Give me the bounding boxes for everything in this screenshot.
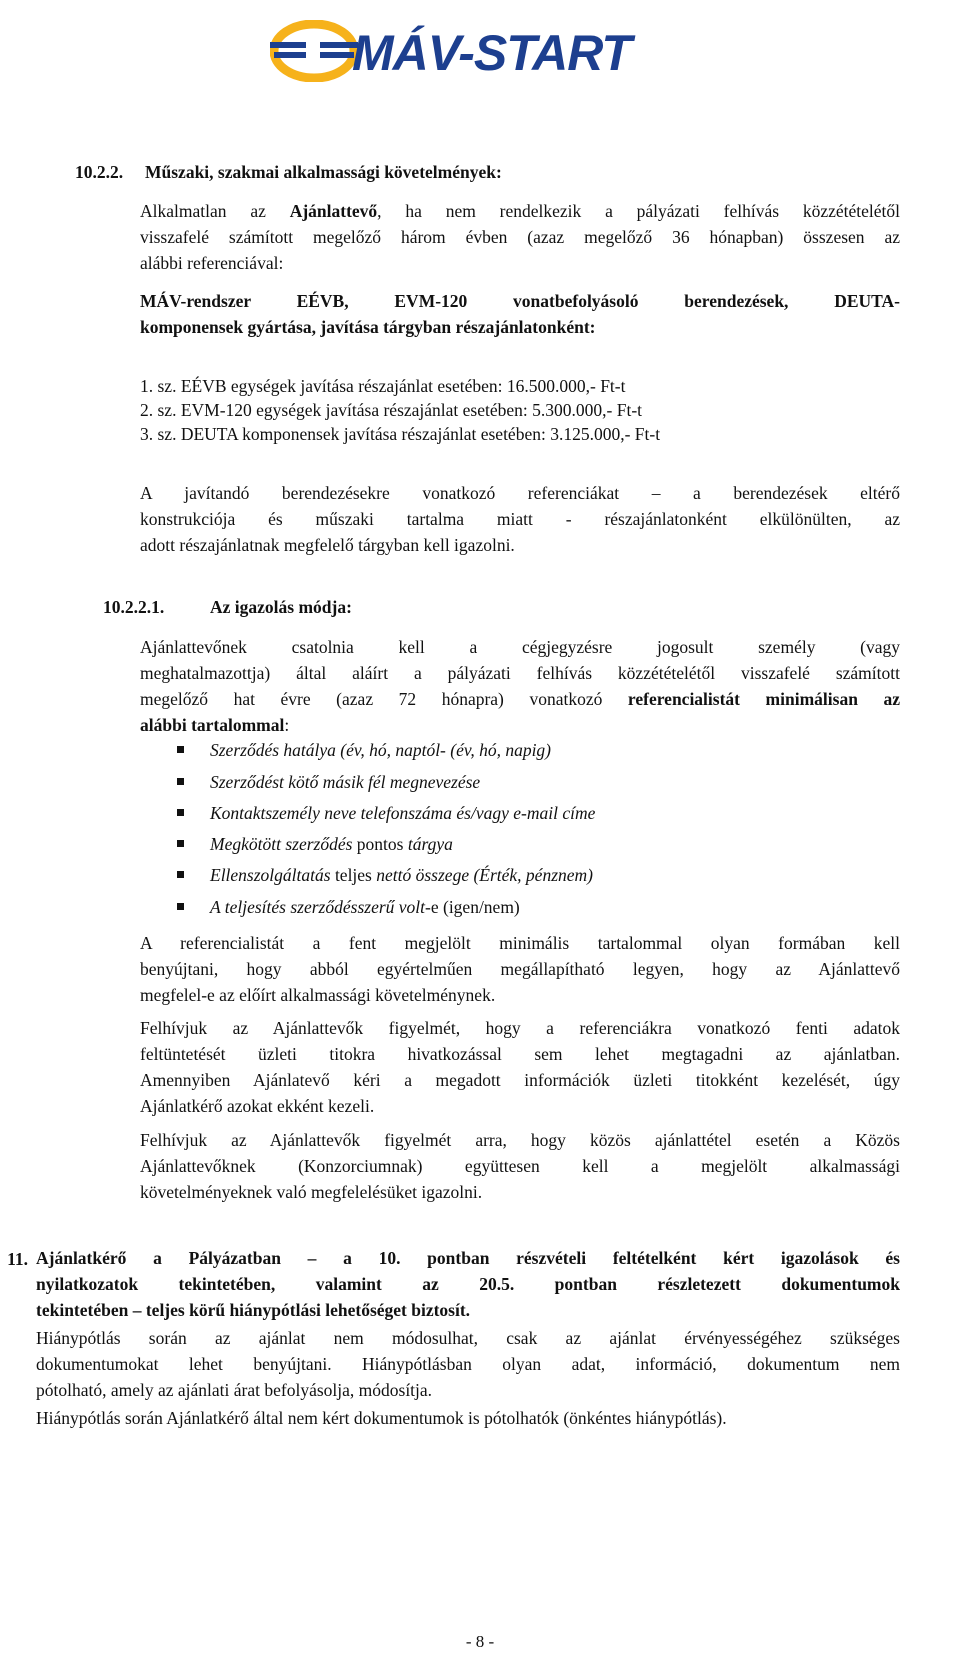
- bullet-item: Kontaktszemély neve telefonszáma és/vagy e-mail címe: [210, 803, 596, 823]
- bullet-square-icon: [177, 809, 184, 816]
- note-line-2: konstrukciója és műszaki tartalma miatt - részajánlatonként elkülönülten, az: [140, 509, 900, 529]
- section-11-p1-line-2: dokumentumokat lehet benyújtani. Hiánypótlásban olyan adat, információ, dokumentum nem: [36, 1354, 900, 1374]
- section-11-p1-line-3: pótolható, amely az ajánlati árat befolyásolja, módosítja.: [36, 1380, 433, 1400]
- reference-list-line-1: A referencialistát a fent megjelölt minimális tartalommal olyan formában kell: [140, 933, 900, 953]
- reference-list-line-2: benyújtani, hogy abból egyértelműen megállapítható legyen, hogy az Ajánlattevő: [140, 959, 900, 979]
- section-11-heading: [36, 1245, 900, 1323]
- consortium-line-1: Felhívjuk az Ajánlattevők figyelmét arra, hogy közös ajánlattétel esetén a Közös: [140, 1130, 900, 1150]
- reference-heading-line-2: komponensek gyártása, javítása tárgyban részajánlatonként:: [140, 317, 596, 337]
- section-11-heading-line-1: Ajánlatkérő a Pályázatban – a 10. pontban részvételi feltételként kért igazolások és: [36, 1248, 900, 1268]
- proof-paragraph: [140, 634, 900, 738]
- bullet-item: Megkötött szerződés pontos tárgya: [210, 834, 453, 854]
- list-item: 3. sz. DEUTA komponensek javítása részajánlat esetében: 3.125.000,- Ft-t: [140, 424, 661, 444]
- mav-start-emblem-icon: [270, 20, 360, 82]
- mav-start-logo: [270, 20, 670, 82]
- intro-paragraph: [140, 198, 900, 276]
- subsection-title: Az igazolás módja:: [210, 597, 352, 617]
- list-item: 1. sz. EÉVB egységek javítása részajánlat esetében: 16.500.000,- Ft-t: [140, 376, 626, 396]
- bullet-square-icon: [177, 746, 184, 753]
- section-11-p1-line-1: Hiánypótlás során az ajánlat nem módosulhat, csak az ajánlat érvényességéhez szükséges: [36, 1328, 900, 1348]
- consortium-paragraph: [140, 1127, 900, 1205]
- section-title: Műszaki, szakmai alkalmassági követelmények:: [145, 162, 502, 182]
- consortium-line-3: követelményeknek való megfelelésüket igazolni.: [140, 1182, 483, 1202]
- logo-wordmark: MÁV-START: [352, 25, 631, 81]
- bullet-square-icon: [177, 778, 184, 785]
- confidentiality-line-3: Amennyiben Ajánlatevő kéri a megadott információk üzleti titokként kezelését, úgy: [140, 1070, 900, 1090]
- confidentiality-line-1: Felhívjuk az Ajánlattevők figyelmét, hogy a referenciákra vonatkozó fenti adatok: [140, 1018, 900, 1038]
- proof-line-4: alábbi tartalommal:: [140, 715, 290, 735]
- proof-line-3: megelőző hat évre (azaz 72 hónapra) vonatkozó referencialistát minimálisan az: [140, 689, 900, 709]
- confidentiality-paragraph: [140, 1015, 900, 1119]
- intro-line-2: visszafelé számított megelőző három évben (azaz megelőző 36 hónapban) összesen az: [140, 227, 900, 247]
- intro-line-1: Alkalmatlan az Ajánlattevő, ha nem rendelkezik a pályázati felhívás közzétételétől: [140, 201, 900, 221]
- confidentiality-line-2: feltüntetését üzleti titokra hivatkozással sem lehet megtagadni az ajánlatban.: [140, 1044, 900, 1064]
- bullet-item: A teljesítés szerződésszerű volt-e (igen/nem): [210, 897, 520, 917]
- section-number: 10.2.2.: [75, 162, 124, 182]
- bullet-item: Szerződést kötő másik fél megnevezése: [210, 772, 481, 792]
- note-line-3: adott részajánlatnak megfelelő tárgyban kell igazolni.: [140, 535, 515, 555]
- confidentiality-line-4: Ajánlatkérő azokat ekként kezeli.: [140, 1096, 375, 1116]
- bullet-item: Ellenszolgáltatás teljes nettó összege (Érték, pénznem): [210, 865, 593, 885]
- bullet-square-icon: [177, 840, 184, 847]
- intro-line-3: alábbi referenciával:: [140, 253, 284, 273]
- proof-line-1: Ajánlattevőnek csatolnia kell a cégjegyzésre jogosult személy (vagy: [140, 637, 900, 657]
- section-11-number: 11.: [7, 1249, 28, 1269]
- consortium-line-2: Ajánlattevőknek (Konzorciumnak) együttesen kell a megjelölt alkalmassági: [140, 1156, 900, 1176]
- reference-list-paragraph: [140, 930, 900, 1008]
- bullet-square-icon: [177, 871, 184, 878]
- reference-heading-line-1: MÁV-rendszer EÉVB, EVM-120 vonatbefolyásoló berendezések, DEUTA-: [140, 291, 900, 311]
- note-paragraph: [140, 480, 900, 558]
- bullet-item: Szerződés hatálya (év, hó, naptól- (év, hó, napig): [210, 740, 552, 760]
- reference-list-line-3: megfelel-e az előírt alkalmassági követelménynek.: [140, 985, 496, 1005]
- subsection-number: 10.2.2.1.: [103, 597, 165, 617]
- section-11-paragraph-2: Hiánypótlás során Ajánlatkérő által nem kért dokumentumok is pótolhatók (önkéntes hiánypótlás).: [36, 1408, 727, 1428]
- list-item: 2. sz. EVM-120 egységek javítása részajánlat esetében: 5.300.000,- Ft-t: [140, 400, 643, 420]
- note-line-1: A javítandó berendezésekre vonatkozó referenciákat – a berendezések eltérő: [140, 483, 900, 503]
- proof-line-2: meghatalmazottja) által aláírt a pályázati felhívás közzétételétől visszafelé számított: [140, 663, 900, 683]
- section-11-heading-line-2: nyilatkozatok tekintetében, valamint az 20.5. pontban részletezett dokumentumok: [36, 1274, 900, 1294]
- bullet-square-icon: [177, 903, 184, 910]
- section-11-paragraph-1: [36, 1325, 900, 1403]
- reference-heading: [140, 288, 900, 340]
- page-number: - 8 -: [465, 1632, 495, 1651]
- section-11-heading-line-3: tekintetében – teljes körű hiánypótlási lehetőséget biztosít.: [36, 1300, 471, 1320]
